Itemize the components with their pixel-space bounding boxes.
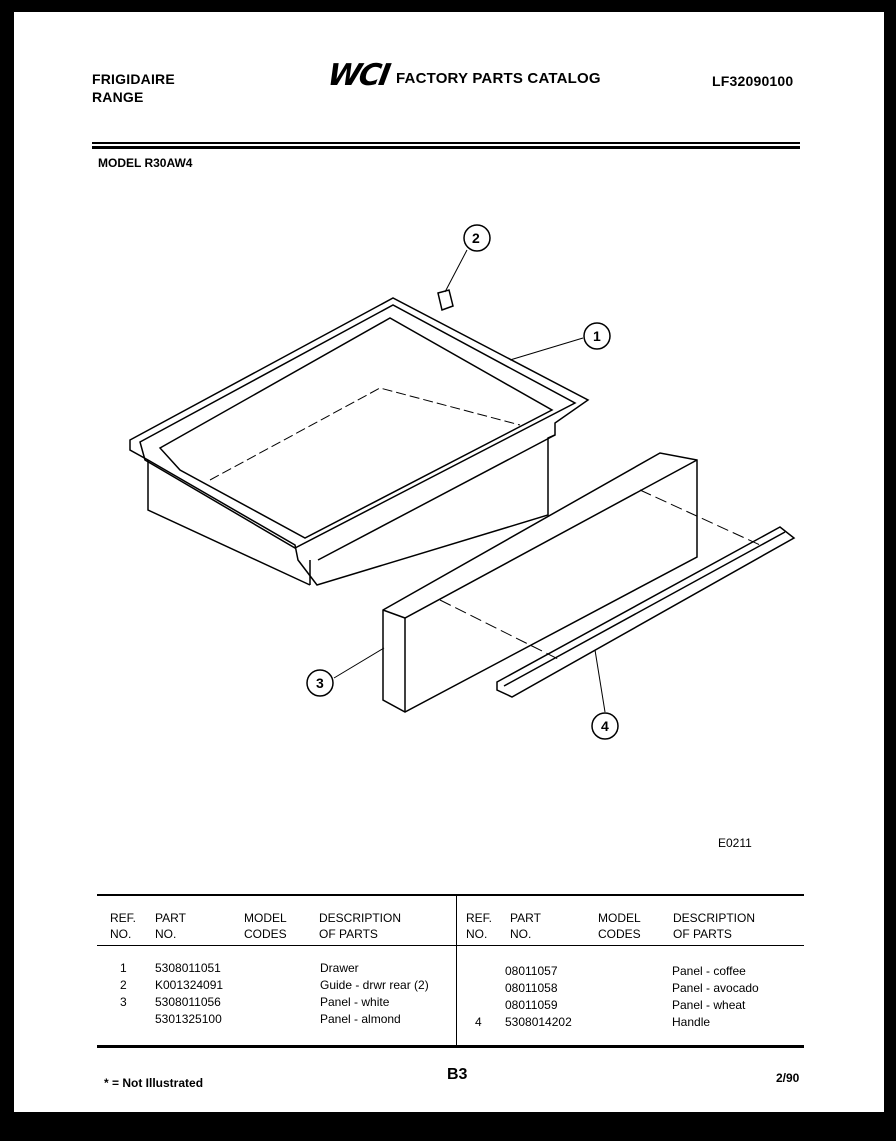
- header-desc: DESCRIPTION OF PARTS: [319, 911, 402, 941]
- guide-part: [438, 290, 453, 310]
- callout-2-label: 2: [472, 230, 480, 246]
- table-cell: 5301325100: [155, 1012, 222, 1026]
- table-cell: Panel - white: [320, 995, 390, 1009]
- callout-4-label: 4: [601, 718, 609, 734]
- header-ref: REF. NO.: [110, 911, 137, 941]
- table-cell: 5308014202: [505, 1015, 572, 1029]
- table-cell: Panel - almond: [320, 1012, 401, 1026]
- table-cell: 2: [120, 978, 127, 992]
- header-ref-right: REF. NO.: [466, 911, 493, 941]
- catalog-number: LF32090100: [712, 73, 794, 89]
- table-cell: K001324091: [155, 978, 224, 992]
- table-cell: Panel - wheat: [672, 998, 746, 1012]
- table-cell: 08011059: [505, 998, 558, 1012]
- right-part-column: [505, 963, 572, 1031]
- table-cell: Panel - coffee: [672, 964, 746, 978]
- header-part-right: PART NO.: [510, 911, 541, 941]
- brand-name: FRIGIDAIRE: [92, 71, 175, 87]
- right-desc-column: [672, 963, 759, 1031]
- header-model-right: MODEL CODES: [598, 911, 641, 941]
- left-ref-column: [120, 960, 127, 1028]
- callout-1-label: 1: [593, 328, 601, 344]
- table-bottom-rule: [97, 1045, 804, 1048]
- table-top-rule: [97, 894, 804, 896]
- page-number: B3: [447, 1066, 468, 1083]
- header-model: MODEL CODES: [244, 911, 287, 941]
- table-cell: [475, 997, 482, 1014]
- model-label: MODEL R30AW4: [98, 156, 193, 170]
- header-part: PART NO.: [155, 911, 186, 941]
- table-cell: 1: [120, 961, 127, 975]
- table-cell: 08011057: [505, 964, 558, 978]
- table-cell: 4: [475, 1015, 482, 1029]
- table-divider: [456, 895, 457, 1047]
- handle-part: [497, 527, 794, 697]
- table-cell: Handle: [672, 1015, 711, 1029]
- table-cell: 08011058: [505, 981, 558, 995]
- table-cell: 5308011051: [155, 961, 221, 975]
- table-cell: [120, 1011, 127, 1028]
- table-cell: Panel - avocado: [672, 981, 759, 995]
- drawer-part: [130, 298, 588, 585]
- header-desc-right: DESCRIPTION OF PARTS: [673, 911, 756, 941]
- table-cell: [475, 980, 482, 997]
- left-part-column: [155, 960, 223, 1028]
- left-desc-column: [320, 960, 429, 1028]
- catalog-title: FACTORY PARTS CATALOG: [396, 70, 601, 87]
- product-type: RANGE: [92, 89, 144, 105]
- footnote: * = Not Illustrated: [104, 1076, 204, 1090]
- figure-code: E0211: [718, 836, 752, 850]
- header-rule: [97, 945, 804, 946]
- table-cell: 5308011056: [155, 995, 221, 1009]
- table-cell: Guide - drwr rear (2): [320, 978, 429, 992]
- panel-part: [383, 453, 697, 712]
- table-cell: [475, 963, 482, 980]
- revision-date: 2/90: [776, 1071, 800, 1085]
- table-cell: 3: [120, 995, 127, 1009]
- wci-logo: WCI: [324, 58, 392, 93]
- callout-3-label: 3: [316, 675, 324, 691]
- right-ref-column: [475, 963, 482, 1031]
- table-cell: Drawer: [320, 961, 359, 975]
